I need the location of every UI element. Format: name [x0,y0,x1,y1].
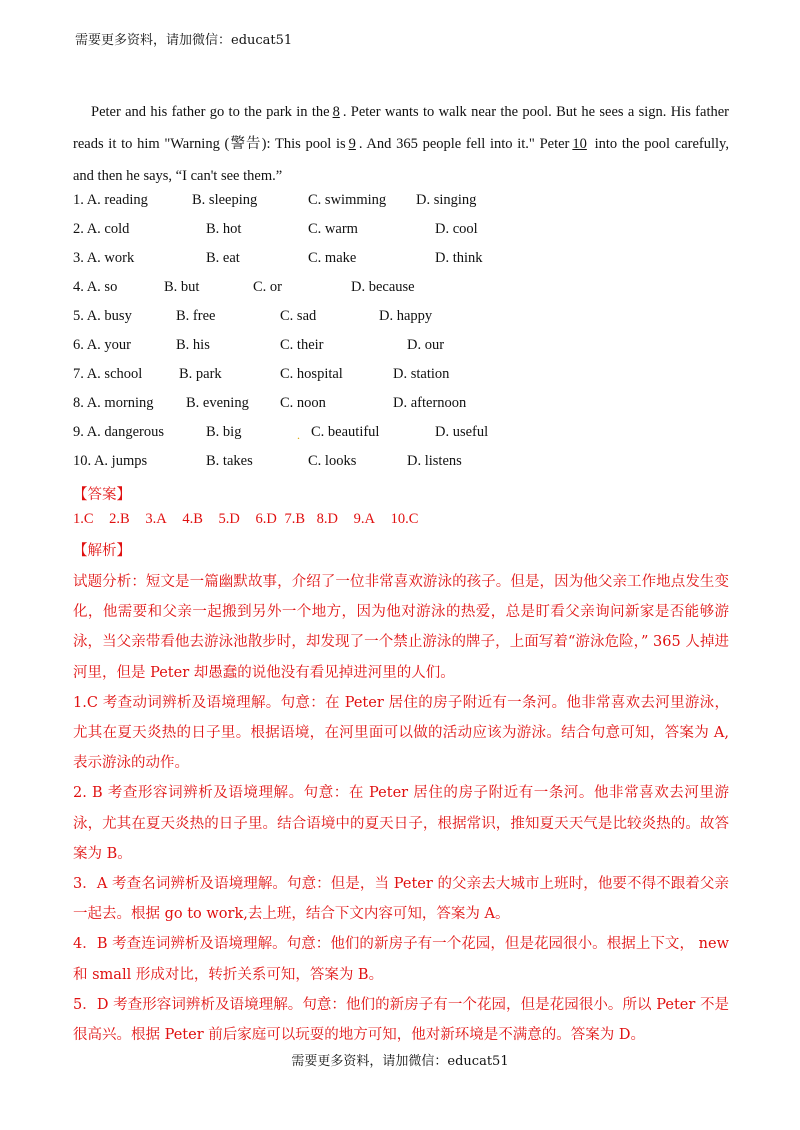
option-a: 1. A. reading [73,192,148,208]
passage-text-4: into the pool carefully, and then he says, “I can't see them.” [73,136,729,184]
option-a: 5. A. busy [73,308,132,324]
answer-key [73,511,430,528]
option-c: C. looks [308,453,357,469]
option-b: B. takes [206,453,253,469]
option-b: B. hot [206,221,242,237]
option-row-5 [73,302,729,331]
option-row-4 [73,273,729,302]
option-b: B. but [164,279,200,295]
option-b: B. eat [206,250,240,266]
options-list [73,186,729,476]
option-c: C. warm [308,221,358,237]
option-d: D. listens [407,453,462,469]
analysis-paragraph: 3．A 考查名词辨析及语境理解。句意：但是，当 Peter 的父亲去大城市上班时，他要不得不跟着父亲一起去。根据 go to work,去上班，结合下文内容可知，答案为 A。 [73,876,729,923]
answer-heading: 【答案】 [73,487,131,503]
passage-text-2: . Peter wants to walk near the pool. But he sees a sign. His father reads it to him "Warning (警告): This pool is [73,104,729,152]
option-row-9 [73,418,729,447]
option-d: D. singing [416,192,477,208]
option-row-3 [73,244,729,273]
analysis-paragraph: 4．B 考查连词辨析及语境理解。句意：他们的新房子有一个花园，但是花园很小。根据上下文， new 和 small 形成对比，转折关系可知，答案为 B。 [73,936,729,983]
blank-10: 10 [572,136,587,152]
answer-item: 5.D [218,511,240,527]
answer-item: 6.D [255,511,277,527]
option-a: 4. A. so [73,279,118,295]
blank-8: 8 [332,104,340,120]
option-d: D. station [393,366,450,382]
option-c: C. sad [280,308,317,324]
option-b: B. free [176,308,216,324]
option-row-10 [73,447,729,476]
option-a: 2. A. cold [73,221,130,237]
option-c: C. make [308,250,357,266]
analysis-paragraph: 5．D 考查形容词辨析及语境理解。句意：他们的新房子有一个花园，但是花园很小。所以 Peter 不是很高兴。根据 Peter 前后家庭可以玩耍的地方可知，他对新环境是不满意的。答案为 D。 [73,996,729,1044]
option-d: D. cool [435,221,478,237]
option-d: D. because [351,279,415,295]
option-c: C. swimming [308,192,387,208]
stray-dot-icon: . [297,428,300,442]
analysis-body [73,567,729,1050]
option-a: 3. A. work [73,250,135,266]
answer-item: 9.A [353,511,375,527]
answer-item: 2.B [109,511,130,527]
option-c: C. beautiful [311,424,380,440]
page-footer: 需要更多资料，请加微信：educat51 [291,1054,509,1069]
answer-item: 4.B [182,511,203,527]
blank-9: 9 [348,136,356,152]
analysis-paragraph: 试题分析：短文是一篇幽默故事，介绍了一位非常喜欢游泳的孩子。但是，因为他父亲工作地点发生变化，他需要和父亲一起搬到另外一个地方，因为他对游泳的热爱，总是盯看父亲询问新家是否能够游泳，当父亲带看他去游泳池散步时，却发现了一个禁止游泳的牌子，上面写着“游泳危险，” 365 人掉进河里，但是 Peter 却愚蠢的说他没有看见掉进河里的人们。 [73,574,729,681]
option-c: C. hospital [280,366,343,382]
option-d: D. think [435,250,483,266]
option-d: D. useful [435,424,489,440]
option-b: B. big [206,424,242,440]
option-d: D. afternoon [393,395,467,411]
option-d: D. our [407,337,445,353]
answer-item: 7.B [284,511,306,527]
option-b: B. park [179,366,222,382]
option-row-1 [73,186,729,215]
answer-item: 8.D [316,511,338,527]
option-row-8 [73,389,729,418]
option-c: C. their [280,337,324,353]
answer-item: 10.C [390,511,419,527]
analysis-paragraph: 2. B 考查形容词辨析及语境理解。句意：在 Peter 居住的房子附近有一条河。他非常喜欢去河里游泳，尤其在夏天炎热的日子里。结合语境中的夏天日子，根据常识，推知夏天天气是比较炎热的。故答案为 B。 [73,785,729,862]
option-row-6 [73,331,729,360]
analysis-paragraph: 1.C 考查动词辨析及语境理解。句意：在 Peter 居住的房子附近有一条河。他非常喜欢去河里游泳，尤其在夏天炎热的日子里。根据语境，在河里面可以做的活动应该为游泳。结合句意可知，答案为 A,表示游泳的动作。 [73,694,729,772]
option-b: B. his [176,337,210,353]
option-row-2 [73,215,729,244]
answer-item: 1.C [73,511,94,527]
page-header: 需要更多资料，请加微信：educat51 [75,33,293,48]
option-a: 6. A. your [73,337,131,353]
option-b: B. sleeping [192,192,258,208]
option-a: 7. A. school [73,366,143,382]
option-d: D. happy [379,308,433,324]
analysis-heading: 【解析】 [73,543,131,559]
answer-item: 3.A [145,511,167,527]
option-a: 9. A. dangerous [73,424,165,440]
option-a: 10. A. jumps [73,453,148,469]
cloze-passage [73,96,729,192]
option-a: 8. A. morning [73,395,154,411]
option-c: C. noon [280,395,326,411]
passage-text-1: Peter and his father go to the park in the [91,104,330,120]
option-b: B. evening [186,395,249,411]
option-c: C. or [253,279,282,295]
option-row-7 [73,360,729,389]
passage-text-3: . And 365 people fell into it." Peter [358,136,570,152]
